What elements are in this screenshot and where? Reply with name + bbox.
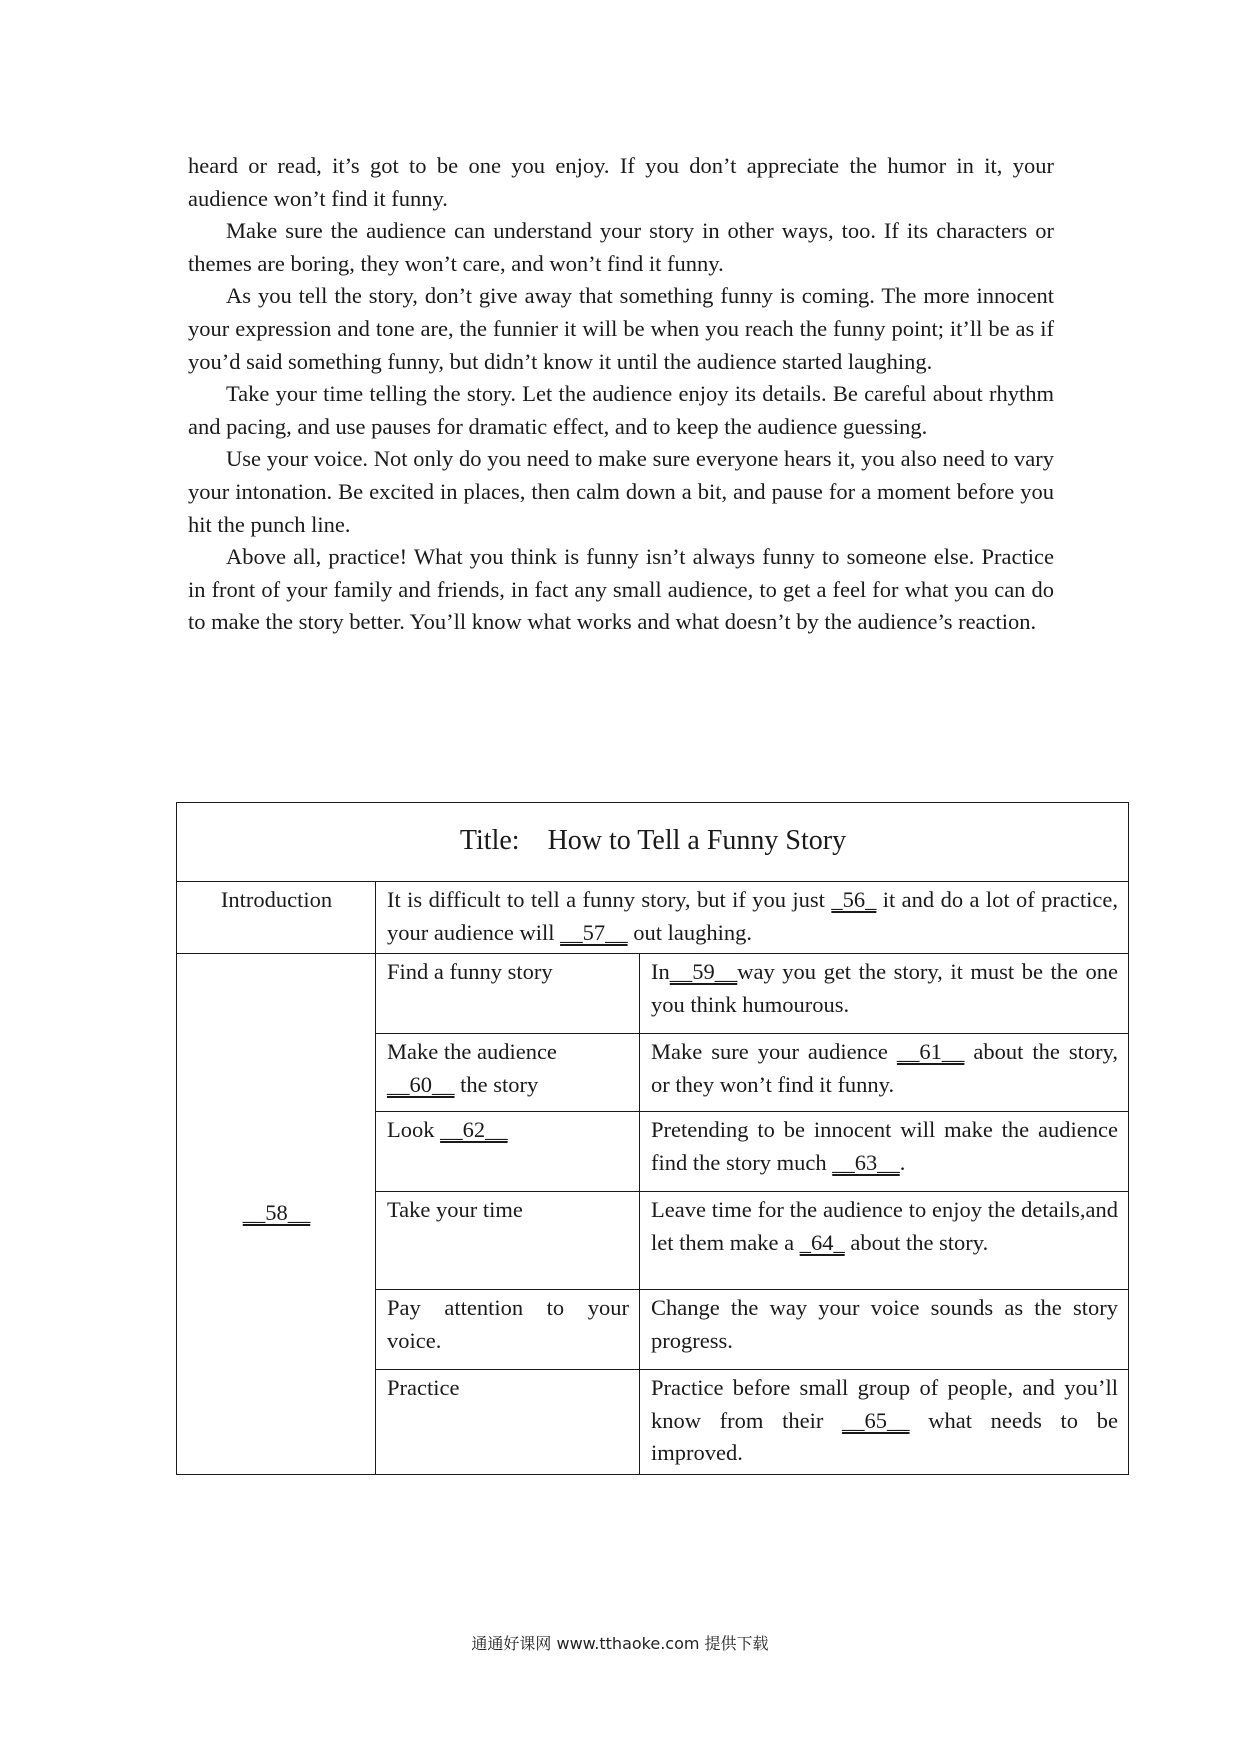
passage-paragraph: Take your time telling the story. Let the audience enjoy its details. Be careful about rhythm and pacing, and use pauses for dramatic effect, and to keep the audience guessing. xyxy=(188,381,1054,439)
passage-paragraph: As you tell the story, don’t give away that something funny is coming. The more innocent your expression and tone are, the funnier it will be when you reach the funny point; it’ll be as if you’d said something funny, but didn’t know it until the audience started laughing. xyxy=(188,283,1054,374)
blank-59: __59__ xyxy=(669,959,738,985)
detail-cell: Make sure your audience __61__ about the story, or they won’t find it funny. xyxy=(640,1034,1129,1112)
passage-paragraph: Above all, practice! What you think is funny isn’t always funny to someone else. Practice in front of your family and friends, in fact any small audience, to get a feel for what you can do to make the story better. You’ll know what works and what doesn’t by the audience’s reaction. xyxy=(188,544,1054,635)
reading-passage xyxy=(188,150,1054,639)
blank-65: __65__ xyxy=(842,1407,910,1433)
passage-paragraph: heard or read, it’s got to be one you enjoy. If you don’t appreciate the humor in it, your audience won’t find it funny. xyxy=(188,153,1054,211)
detail-cell: In__59__way you get the story, it must be the one you think humourous. xyxy=(640,954,1129,1034)
blank-64: _64_ xyxy=(799,1229,845,1255)
title-text: How to Tell a Funny Story xyxy=(547,824,847,856)
body-label-cell xyxy=(177,954,376,1475)
tip-cell: Practice xyxy=(376,1370,640,1475)
blank-56: _56_ xyxy=(831,887,877,912)
detail-cell: Practice before small group of people, and you’ll know from their __65__ what needs to be improved. xyxy=(640,1370,1129,1475)
detail-cell: Change the way your voice sounds as the story progress. xyxy=(640,1290,1129,1370)
blank-63: __63__ xyxy=(832,1149,900,1175)
passage-paragraph: Make sure the audience can understand your story in other ways, too. If its characters or themes are boring, they won’t care, and won’t find it funny. xyxy=(188,218,1054,276)
title-row xyxy=(177,803,1129,882)
tip-cell: Look __62__ xyxy=(376,1112,640,1192)
intro-row xyxy=(177,882,1129,954)
table-row xyxy=(177,954,1129,1034)
detail-cell: Pretending to be innocent will make the audience find the story much __63__. xyxy=(640,1112,1129,1192)
blank-57: __57__ xyxy=(560,919,628,945)
blank-62: __62__ xyxy=(440,1117,508,1143)
intro-text: It is difficult to tell a funny story, but if you just _56_ it and do a lot of practice, your audience will __57__ out laughing. xyxy=(376,882,1129,954)
blank-61: __61__ xyxy=(896,1039,965,1065)
tip-cell: Take your time xyxy=(376,1192,640,1290)
tip-cell: Pay attention to your voice. xyxy=(376,1290,640,1370)
tip-cell: Make the audience __60__ the story xyxy=(376,1034,640,1112)
detail-cell: Leave time for the audience to enjoy the details,and let them make a _64_ about the story. xyxy=(640,1192,1129,1290)
blank-58: __58__ xyxy=(242,1199,311,1225)
passage-paragraph: Use your voice. Not only do you need to make sure everyone hears it, you also need to vary your intonation. Be excited in places, then calm down a bit, and pause for a moment before you hit the punch line. xyxy=(188,446,1054,537)
intro-label: Introduction xyxy=(177,882,376,954)
tip-cell: Find a funny story xyxy=(376,954,640,1034)
title-label: Title: xyxy=(459,824,520,856)
page-footer: 通通好课网 www.tthaoke.com 提供下载 xyxy=(471,1634,769,1653)
summary-table xyxy=(176,802,1129,1475)
blank-60: __60__ xyxy=(387,1071,455,1097)
table-title xyxy=(177,803,1129,882)
